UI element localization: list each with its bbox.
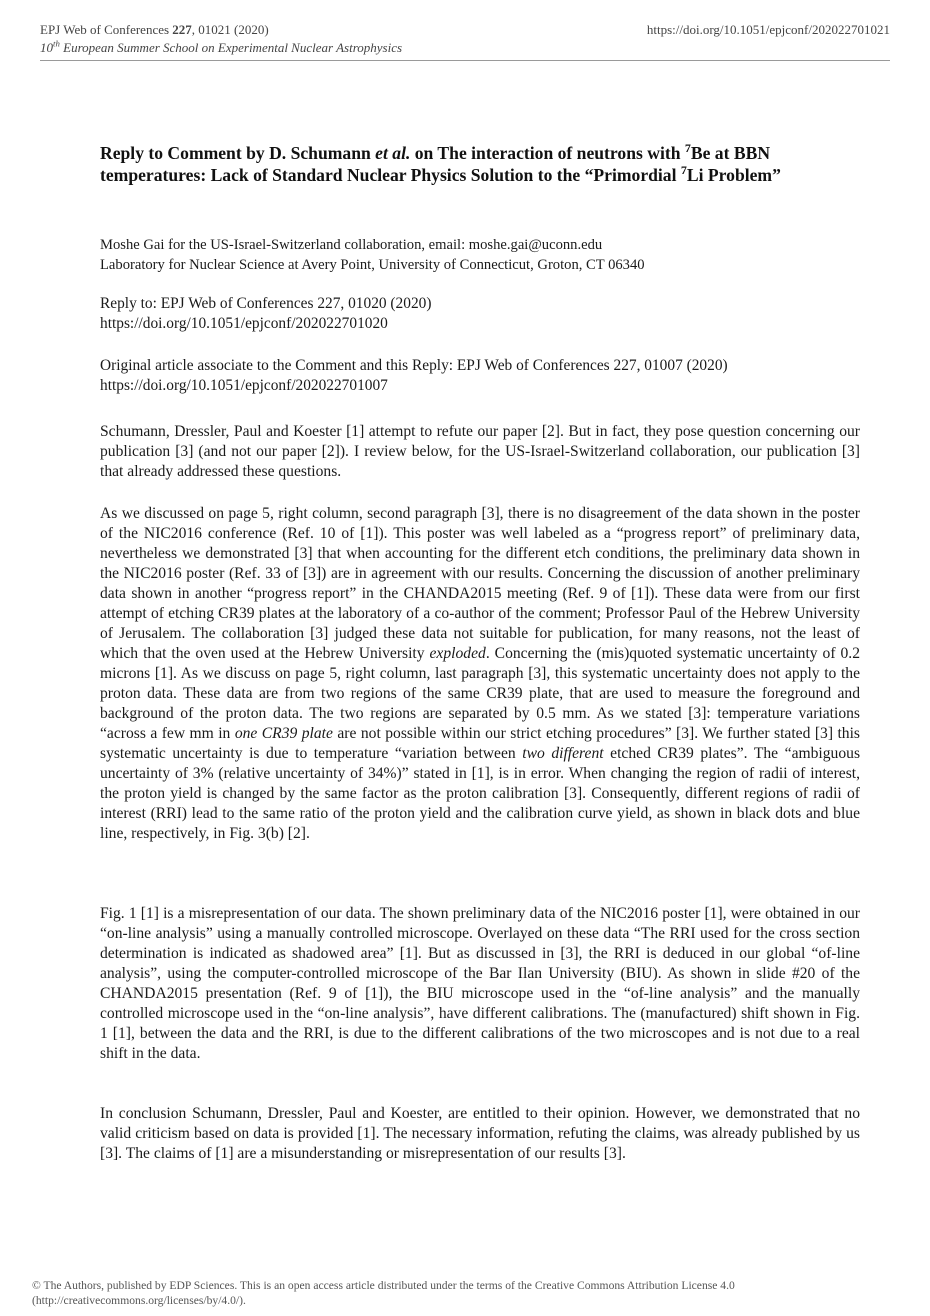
paragraph-fig1: Fig. 1 [1] is a misrepresentation of our data. The shown preliminary data of the NIC2016 poster [1], were obtained in our “on-line analysis” using a manually controlled microscope. Overlayed on these data “The RRI used for the cross section determination is indicated as shadowed area” [1]. But as discussed in [3], the RRI is deduced in our global “of-line analysis”, using the computer-controlled microscope of the Bar Ilan University (BIU). As shown in slide #20 of the CHANDA2015 presentation (Ref. 9 of [1]), the BIU microscope used in the “of-line analysis” and the manually controlled microscope used in the “on-line analysis”, have different calibrations. The (manufactured) shift shown in Fig. 1 [1], between the data and the RRI, is due to the different calibrations of the two microscopes and is not due to a real shift in the data. bbox=[100, 905, 860, 1062]
title-etal: et al. bbox=[375, 143, 411, 163]
original-article-citation: Original article associate to the Comment and this Reply: EPJ Web of Conferences 227, 01007 (2020) bbox=[100, 357, 728, 374]
article-number-year: , 01021 (2020) bbox=[191, 22, 269, 37]
paragraph-intro: Schumann, Dressler, Paul and Koester [1] attempt to refute our paper [2]. But in fact, they pose question concerning our publication [3] (and not our paper [2]). I review below, for the US-Israel-Switzerland collaboration, our publication [3] that already addressed these questions. bbox=[100, 423, 860, 480]
para2-text-d: etched CR39 plates”. The “ambiguous uncertainty of 3% (relative uncertainty of 34%)” stated in [1], is in error. When changing the region of radii of interest, the proton yield is changed by the same factor as the proton calibration [3]. Consequently, different regions of radii of interest (RRI) lead to the same ratio of the proton yield and the calibration curve yield, as shown in black dots and blue line, respectively, in Fig. 3(b) [2]. bbox=[100, 745, 861, 842]
journal-volume: 227 bbox=[172, 22, 192, 37]
license-footer bbox=[32, 1278, 902, 1308]
title-be-mass-number: 7 bbox=[684, 141, 691, 156]
license-url-link[interactable]: (http://creativecommons.org/licenses/by/4.0/). bbox=[32, 1294, 246, 1307]
affiliation-line: Laboratory for Nuclear Science at Avery Point, University of Connecticut, Groton, CT 06340 bbox=[100, 257, 645, 273]
school-name-line bbox=[40, 39, 402, 57]
title-text-1: Reply to Comment by D. Schumann bbox=[100, 143, 376, 163]
para2-emph-exploded: exploded bbox=[429, 645, 486, 662]
author-line: Moshe Gai for the US-Israel-Switzerland collaboration, email: moshe.gai@uconn.edu bbox=[100, 237, 603, 253]
header-doi-link[interactable]: https://doi.org/10.1051/epjconf/202022701021 bbox=[646, 22, 890, 37]
para2-text-c: are not possible within our strict etching procedures” [3]. We further stated [3] this systematic uncertainty is due to temperature “variation between bbox=[100, 725, 860, 762]
title-text-2: on The interaction of neutrons with bbox=[410, 143, 685, 163]
license-text: © The Authors, published by EDP Sciences. This is an open access article distributed under the terms of the Creative Commons Attribution License 4.0 bbox=[32, 1279, 735, 1292]
school-ordinal: 10 bbox=[40, 40, 53, 55]
para2-text-b: . Concerning the (mis)quoted systematic uncertainty of 0.2 microns [1]. As we discuss on page 5, right column, last paragraph [3], this systematic uncertainty does not apply to the proton data. These data are from two regions of the same CR39 plate, that are used to measure the foreground and background of the proton data. The two regions are separated by 0.5 mm. As we stated [3]: temperature variations “across a few mm in bbox=[100, 645, 860, 742]
para2-text-a: As we discussed on page 5, right column, second paragraph [3], there is no disagreement of the data shown in the poster of the NIC2016 conference (Ref. 10 of [1]). This poster was well labeled as a “progress report” of preliminary data, nevertheless we demonstrated [3] that when accounting for the different etch conditions, the preliminary data shown in the NIC2016 poster (Ref. 33 of [3]) are in agreement with our results. Concerning the discussion of another preliminary data shown in another “progress report” in the CHANDA2015 meeting (Ref. 9 of [1]). These data were from our first attempt of etching CR39 plates at the laboratory of a co-author of the comment; Professor Paul of the Hebrew University of Jerusalem. The collaboration [3] judged these data not suitable for publication, for many reasons, not the least of which that the oven used at the Hebrew University bbox=[100, 505, 860, 662]
journal-name: EPJ Web of Conferences bbox=[40, 22, 173, 37]
title-text-4: Li Problem” bbox=[686, 165, 781, 185]
journal-info bbox=[40, 21, 402, 57]
school-ordinal-suffix: th bbox=[53, 38, 60, 49]
para2-emph-two-different: two different bbox=[522, 745, 604, 762]
reply-to-doi-link[interactable]: https://doi.org/10.1051/epjconf/202022701020 bbox=[100, 315, 388, 332]
paper-title bbox=[100, 142, 835, 186]
school-name: European Summer School on Experimental Nuclear Astrophysics bbox=[59, 40, 403, 55]
reply-to-block bbox=[100, 294, 860, 334]
para2-emph-one-plate: one CR39 plate bbox=[234, 725, 333, 742]
journal-citation bbox=[40, 21, 402, 39]
running-header bbox=[40, 20, 890, 61]
reply-to-citation: Reply to: EPJ Web of Conferences 227, 01020 (2020) bbox=[100, 295, 432, 312]
paragraph-conclusion: In conclusion Schumann, Dressler, Paul and Koester, are entitled to their opinion. However, we demonstrated that no valid criticism based on data is provided [1]. The necessary information, refuting the claims, was already published by us [3]. The claims of [1] are a misunderstanding or misrepresentation of our results [3]. bbox=[100, 1105, 860, 1162]
original-article-doi-link[interactable]: https://doi.org/10.1051/epjconf/202022701007 bbox=[100, 377, 388, 394]
original-article-block bbox=[100, 356, 860, 396]
title-li-mass-number: 7 bbox=[680, 163, 687, 178]
author-block bbox=[100, 235, 860, 275]
paragraph-discussion bbox=[100, 504, 860, 844]
title-text-3: Be at BBN temperatures: Lack of Standard Nuclear Physics Solution to the “Primordial bbox=[100, 143, 771, 185]
